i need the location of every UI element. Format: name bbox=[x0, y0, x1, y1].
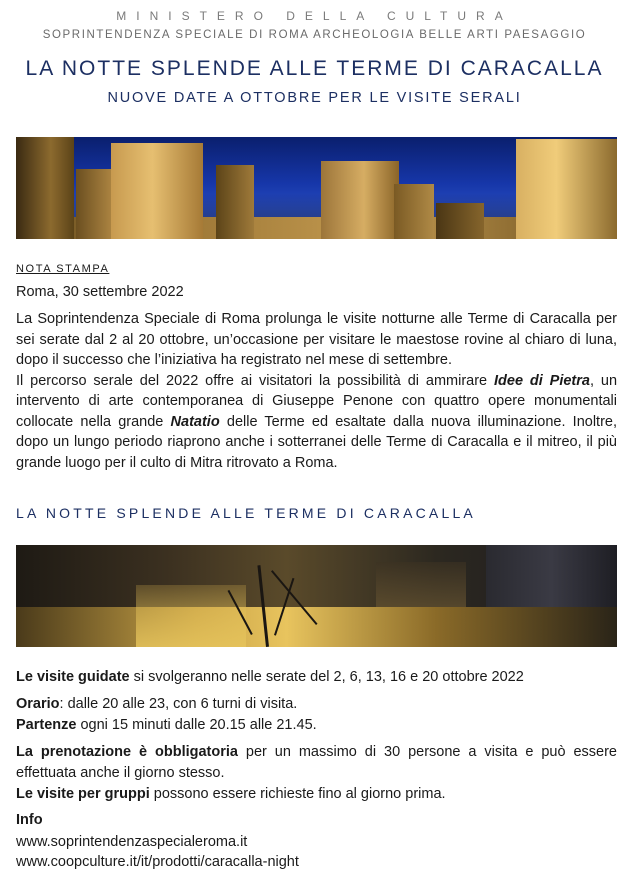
page-title: LA NOTTE SPLENDE ALLE TERME DI CARACALLA bbox=[25, 57, 604, 80]
press-paragraph-2: Il percorso serale del 2022 offre ai visitatori la possibilità di ammirare Idee di Pietra, un intervento di arte contemporanea di Giuseppe Penone con quattro opere monumentali collocate nella grande Natatio delle Terme ed esaltate dalla nuova illuminazione. Inoltre, dopo un lungo periodo riaprono anche i sotterranei delle Terme di Caracalla e il mitreo, il più grande luogo per il culto di Mitra ritrovato a Roma. bbox=[16, 372, 618, 471]
press-label: NOTA STAMPA bbox=[16, 263, 110, 275]
press-body bbox=[16, 309, 617, 473]
groups-info: Le visite per gruppi possono essere richieste fino al giorno prima. bbox=[16, 786, 446, 802]
photo-ruins-night bbox=[16, 137, 617, 239]
link-coopculture[interactable]: www.coopculture.it/it/prodotti/caracalla-night bbox=[16, 854, 299, 870]
link-soprintendenza[interactable]: www.soprintendenzaspecialeroma.it bbox=[16, 834, 248, 850]
natatio-term: Natatio bbox=[170, 413, 220, 430]
booking-info: La prenotazione è obbligatoria per un massimo di 30 persone a visita e può essere effettuata anche il giorno stesso. bbox=[16, 744, 617, 781]
press-paragraph-1: La Soprintendenza Speciale di Roma prolunga le visite notturne alle Terme di Caracalla per sei serate dal 2 al 20 ottobre, un’occasione per visitare le maestose rovine al chiaro di luna, dopo il successo che l’iniziativa ha registrato nel mese di settembre. bbox=[16, 311, 617, 368]
visits-departures: Partenze ogni 15 minuti dalle 20.15 alle 21.45. bbox=[16, 717, 317, 733]
visits-dates: Le visite guidate si svolgeranno nelle serate del 2, 6, 13, 16 e 20 ottobre 2022 bbox=[16, 669, 524, 685]
ministry-name: MINISTERO DELLA CULTURA bbox=[116, 9, 513, 23]
artwork-title: Idee di Pietra bbox=[494, 372, 590, 389]
office-name: SOPRINTENDENZA SPECIALE DI ROMA ARCHEOLOGIA BELLE ARTI PAESAGGIO bbox=[42, 29, 587, 41]
press-date: Roma, 30 settembre 2022 bbox=[16, 284, 184, 300]
section-title: LA NOTTE SPLENDE ALLE TERME DI CARACALLA bbox=[16, 505, 476, 521]
visits-hours: Orario: dalle 20 alle 23, con 6 turni di visita. bbox=[16, 696, 298, 712]
page-subtitle: NUOVE DATE A OTTOBRE PER LE VISITE SERALI bbox=[107, 90, 522, 106]
info-label: Info bbox=[16, 812, 43, 828]
photo-ruins-illuminated bbox=[16, 545, 617, 647]
